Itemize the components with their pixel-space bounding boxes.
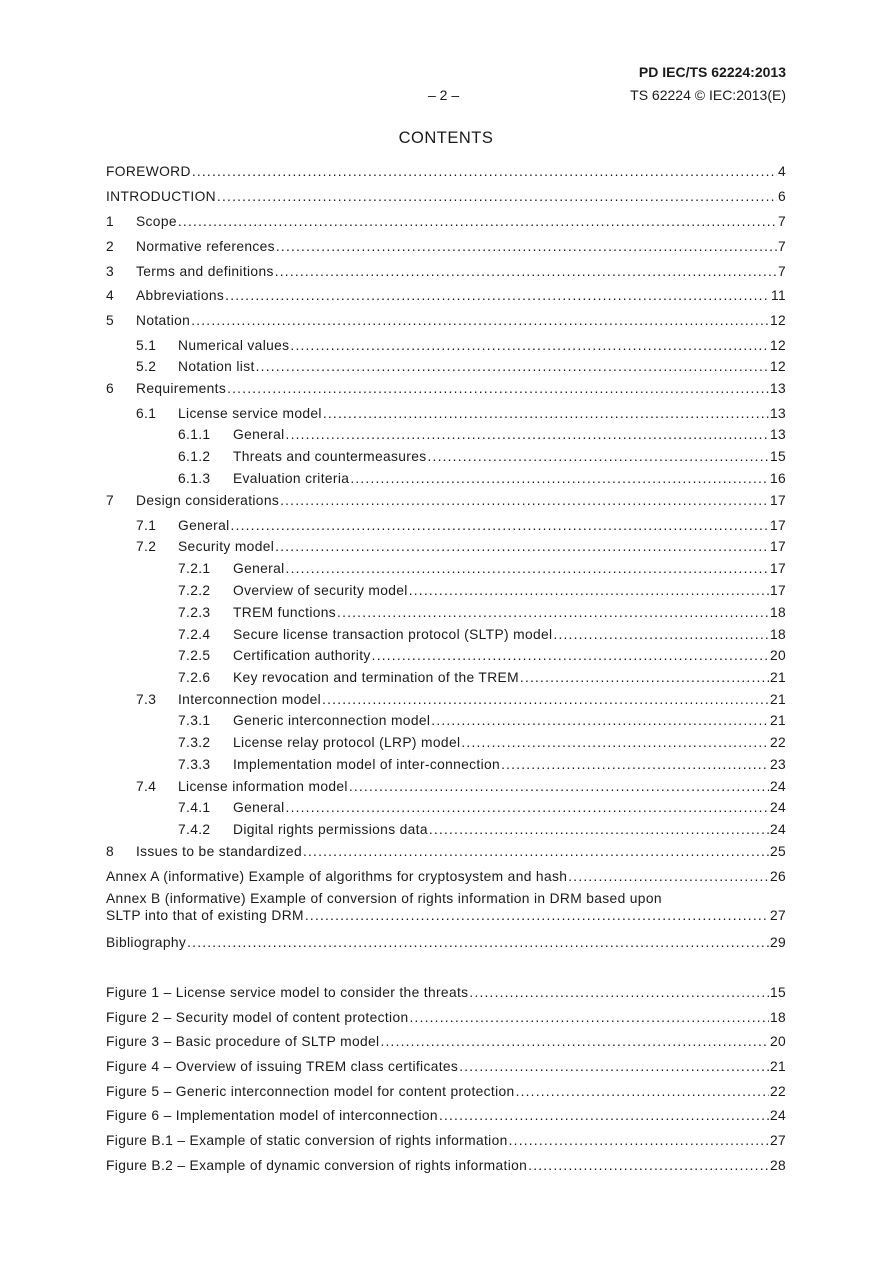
toc-entry[interactable] <box>106 648 786 666</box>
dot-leader <box>439 1108 769 1123</box>
standard-reference: TS 62224 © IEC:2013(E) <box>630 87 786 103</box>
toc-entry-title: Figure B.1 – Example of static conversion of rights information <box>106 1133 508 1148</box>
toc-entry-title: Figure 3 – Basic procedure of SLTP model <box>106 1034 380 1049</box>
toc-entry-title: SLTP into that of existing DRM <box>106 908 304 923</box>
toc-entry[interactable] <box>106 561 786 579</box>
toc-entry[interactable] <box>106 539 786 557</box>
toc-entry[interactable] <box>106 518 786 536</box>
toc-entry-page: 18 <box>769 627 786 642</box>
toc-entry[interactable] <box>106 239 786 257</box>
toc-entry-page: 12 <box>769 338 786 353</box>
toc-entry-page: 29 <box>769 935 786 950</box>
page-number: – 2 – <box>428 87 460 103</box>
toc-entry[interactable] <box>106 908 786 926</box>
toc-entry-title: Figure 5 – Generic interconnection model for content protection <box>106 1084 515 1099</box>
toc-entry-page: 17 <box>769 539 786 554</box>
dot-leader <box>286 427 769 442</box>
dot-leader <box>178 214 777 229</box>
toc-entry-number: 7 <box>106 493 115 508</box>
toc-entry[interactable] <box>106 406 786 424</box>
dot-leader <box>305 908 769 923</box>
toc-entry-page: 7 <box>777 214 786 229</box>
figure-list-entry[interactable] <box>106 1133 786 1151</box>
figure-list-entry[interactable] <box>106 1034 786 1052</box>
toc-entry-number: 3 <box>106 264 115 279</box>
dot-leader <box>372 648 769 663</box>
toc-entry-number: 7.3 <box>136 692 157 707</box>
toc-entry-page: 20 <box>769 1034 786 1049</box>
dot-leader <box>410 1010 769 1025</box>
toc-entry[interactable] <box>106 288 786 306</box>
toc-entry-title: Numerical values <box>178 338 290 353</box>
toc-entry-title: Normative references <box>136 239 275 254</box>
dot-leader <box>350 471 769 486</box>
toc-entry-page: 15 <box>769 985 786 1000</box>
dot-leader <box>191 313 769 328</box>
dot-leader <box>280 493 769 508</box>
toc-entry-number: 7.4.2 <box>178 822 211 837</box>
toc-entry-page: 12 <box>769 313 786 328</box>
toc-entry-number: 7.2 <box>136 539 157 554</box>
toc-entry-page: 15 <box>769 449 786 464</box>
toc-entry-page: 22 <box>769 735 786 750</box>
dot-leader <box>187 935 769 950</box>
toc-entry-title: Figure 2 – Security model of content protection <box>106 1010 409 1025</box>
toc-entry-title: License service model <box>178 406 322 421</box>
toc-entry-number: 2 <box>106 239 115 254</box>
toc-entry-number: 5 <box>106 313 115 328</box>
dot-leader <box>528 1158 769 1173</box>
toc-entry-title: License relay protocol (LRP) model <box>233 735 461 750</box>
toc-entry-number: 6.1.2 <box>178 449 211 464</box>
toc-entry-title: Figure 4 – Overview of issuing TREM class certificates <box>106 1059 459 1074</box>
toc-entry-number: 5.2 <box>136 359 157 374</box>
toc-entry-number: 7.4.1 <box>178 800 211 815</box>
toc-entry-number: 8 <box>106 844 115 859</box>
toc-entry[interactable] <box>106 757 786 775</box>
toc-entry-number: 7.4 <box>136 779 157 794</box>
toc-entry-page: 21 <box>769 1059 786 1074</box>
figure-list-entry[interactable] <box>106 1084 786 1102</box>
dot-leader <box>275 264 777 279</box>
toc-entry-number: 7.3.1 <box>178 713 211 728</box>
dot-leader <box>227 381 769 396</box>
dot-leader <box>428 449 769 464</box>
toc-entry[interactable] <box>106 692 786 710</box>
toc-entry[interactable] <box>106 779 786 797</box>
toc-entry-title: Issues to be standardized <box>136 844 302 859</box>
toc-entry-title: Scope <box>136 214 177 229</box>
dot-leader <box>225 288 770 303</box>
toc-entry[interactable] <box>106 471 786 489</box>
toc-entry-page: 13 <box>769 381 786 396</box>
toc-entry-page: 24 <box>769 779 786 794</box>
toc-entry-number: 6.1.3 <box>178 471 211 486</box>
toc-entry[interactable] <box>106 381 786 399</box>
toc-entry-title: Notation list <box>178 359 255 374</box>
toc-entry-page: 13 <box>769 406 786 421</box>
toc-entry-number: 7.2.6 <box>178 670 211 685</box>
dot-leader <box>520 670 769 685</box>
toc-entry-title: Figure B.2 – Example of dynamic conversion of rights information <box>106 1158 528 1173</box>
dot-leader <box>461 735 769 750</box>
toc-entry-title: Evaluation criteria <box>233 471 350 486</box>
toc-entry-page: 11 <box>770 288 786 303</box>
toc-entry-number: 6 <box>106 381 115 396</box>
toc-entry[interactable] <box>106 493 786 511</box>
toc-entry-page: 24 <box>769 1108 786 1123</box>
dot-leader <box>276 239 777 254</box>
toc-entry-page: 25 <box>769 844 786 859</box>
toc-entry[interactable] <box>106 338 786 356</box>
toc-entry-page: 24 <box>769 800 786 815</box>
toc-entry-title: Bibliography <box>106 935 187 950</box>
toc-entry-page: 21 <box>769 692 786 707</box>
toc-entry-title: General <box>233 427 285 442</box>
toc-entry-page: 16 <box>769 471 786 486</box>
toc-entry-title: Annex A (informative) Example of algorithms for cryptosystem and hash <box>106 869 568 884</box>
page-title: CONTENTS <box>398 129 494 147</box>
toc-entry-page: 18 <box>769 1010 786 1025</box>
toc-entry-page: 17 <box>769 583 786 598</box>
figure-list-entry[interactable] <box>106 1059 786 1077</box>
toc-entry[interactable] <box>106 189 786 207</box>
toc-entry-number: 7.2.2 <box>178 583 211 598</box>
toc-entry-page: 7 <box>777 239 786 254</box>
figure-list-entry[interactable] <box>106 1158 786 1176</box>
toc-entry[interactable] <box>106 735 786 753</box>
dot-leader <box>553 627 769 642</box>
toc-entry-page: 4 <box>777 164 786 179</box>
figure-list-entry[interactable] <box>106 985 786 1003</box>
toc-entry-title: General <box>233 561 285 576</box>
toc-entry-title: Threats and countermeasures <box>233 449 427 464</box>
toc-entry-number: 7.3.3 <box>178 757 211 772</box>
toc-entry-page: 7 <box>777 264 786 279</box>
dot-leader <box>231 518 769 533</box>
toc-entry-title: General <box>178 518 230 533</box>
toc-entry[interactable] <box>106 800 786 818</box>
toc-entry-page: 17 <box>769 561 786 576</box>
toc-entry-title: General <box>233 800 285 815</box>
toc-entry-number: 7.1 <box>136 518 157 533</box>
toc-entry-title: Design considerations <box>136 493 280 508</box>
dot-leader <box>286 561 769 576</box>
toc-entry-page: 20 <box>769 648 786 663</box>
toc-entry[interactable] <box>106 605 786 623</box>
toc-entry-number: 7.2.4 <box>178 627 211 642</box>
dot-leader <box>256 359 769 374</box>
dot-leader <box>303 844 769 859</box>
toc-entry-page: 26 <box>769 869 786 884</box>
toc-entry-title: Security model <box>178 539 275 554</box>
toc-entry[interactable] <box>106 214 786 232</box>
toc-entry-page: 22 <box>769 1084 786 1099</box>
dot-leader <box>509 1133 769 1148</box>
toc-entry-page: 21 <box>769 713 786 728</box>
toc-entry-page: 28 <box>769 1158 786 1173</box>
toc-entry-title: TREM functions <box>233 605 337 620</box>
document-id: PD IEC/TS 62224:2013 <box>638 64 786 80</box>
dot-leader <box>322 692 769 707</box>
dot-leader <box>568 869 769 884</box>
dot-leader <box>459 1059 769 1074</box>
toc-entry[interactable] <box>106 313 786 331</box>
toc-entry-title: Interconnection model <box>178 692 322 707</box>
toc-entry-title: Requirements <box>136 381 227 396</box>
toc-entry[interactable] <box>106 844 786 862</box>
toc-entry-title: Implementation model of inter-connection <box>233 757 501 772</box>
toc-entry-title-line1[interactable]: Annex B (informative) Example of conversion of rights information in DRM based upon <box>106 891 662 906</box>
figure-list-entry[interactable] <box>106 1010 786 1028</box>
toc-entry-title: INTRODUCTION <box>106 189 216 204</box>
dot-leader <box>275 539 769 554</box>
toc-entry-title: Terms and definitions <box>136 264 274 279</box>
toc-entry-number: 7.2.5 <box>178 648 211 663</box>
toc-entry-title: Figure 1 – License service model to consider the threats <box>106 985 469 1000</box>
toc-entry[interactable] <box>106 627 786 645</box>
toc-entry-title: Notation <box>136 313 191 328</box>
toc-entry-title: Figure 6 – Implementation model of interconnection <box>106 1108 438 1123</box>
toc-entry-page: 27 <box>769 1133 786 1148</box>
toc-entry-title: FOREWORD <box>106 164 191 179</box>
toc-entry-page: 23 <box>769 757 786 772</box>
toc-entry-page: 17 <box>769 493 786 508</box>
toc-entry-number: 7.3.2 <box>178 735 211 750</box>
toc-entry-title: License information model <box>178 779 348 794</box>
toc-entry-title: Key revocation and termination of the TREM <box>233 670 519 685</box>
toc-entry-page: 13 <box>769 427 786 442</box>
toc-entry-number: 7.2.1 <box>178 561 211 576</box>
toc-entry[interactable] <box>106 583 786 601</box>
toc-entry-number: 6.1 <box>136 406 157 421</box>
dot-leader <box>286 800 769 815</box>
toc-entry-page: 24 <box>769 822 786 837</box>
dot-leader <box>217 189 777 204</box>
toc-entry-number: 5.1 <box>136 338 157 353</box>
dot-leader <box>337 605 769 620</box>
toc-entry-title: Certification authority <box>233 648 371 663</box>
dot-leader <box>192 164 777 179</box>
toc-entry[interactable] <box>106 869 786 887</box>
toc-entry[interactable] <box>106 670 786 688</box>
toc-entry-title: Abbreviations <box>136 288 225 303</box>
toc-entry[interactable] <box>106 822 786 840</box>
toc-entry-number: 7.2.3 <box>178 605 211 620</box>
toc-entry[interactable] <box>106 449 786 467</box>
toc-entry-title: Secure license transaction protocol (SLTP) model <box>233 627 553 642</box>
toc-entry[interactable] <box>106 427 786 445</box>
toc-entry-title: Digital rights permissions data <box>233 822 428 837</box>
toc-entry[interactable] <box>106 935 786 953</box>
toc-entry-title: Generic interconnection model <box>233 713 431 728</box>
toc-entry-page: 12 <box>769 359 786 374</box>
toc-entry[interactable] <box>106 713 786 731</box>
figure-list-entry[interactable] <box>106 1108 786 1126</box>
toc-entry-number: 1 <box>106 214 115 229</box>
toc-entry-page: 6 <box>777 189 786 204</box>
dot-leader <box>409 583 769 598</box>
toc-entry[interactable] <box>106 164 786 182</box>
toc-entry-page: 17 <box>769 518 786 533</box>
dot-leader <box>349 779 769 794</box>
toc-entry-page: 21 <box>769 670 786 685</box>
dot-leader <box>516 1084 769 1099</box>
dot-leader <box>429 822 769 837</box>
toc-entry-number: 6.1.1 <box>178 427 211 442</box>
toc-entry[interactable] <box>106 359 786 377</box>
dot-leader <box>290 338 769 353</box>
toc-entry[interactable] <box>106 264 786 282</box>
dot-leader <box>380 1034 768 1049</box>
toc-entry-page: 18 <box>769 605 786 620</box>
dot-leader <box>469 985 769 1000</box>
toc-entry-title: Overview of security model <box>233 583 408 598</box>
dot-leader <box>431 713 769 728</box>
dot-leader <box>501 757 769 772</box>
toc-entry-page: 27 <box>769 908 786 923</box>
dot-leader <box>323 406 769 421</box>
toc-entry-number: 4 <box>106 288 115 303</box>
